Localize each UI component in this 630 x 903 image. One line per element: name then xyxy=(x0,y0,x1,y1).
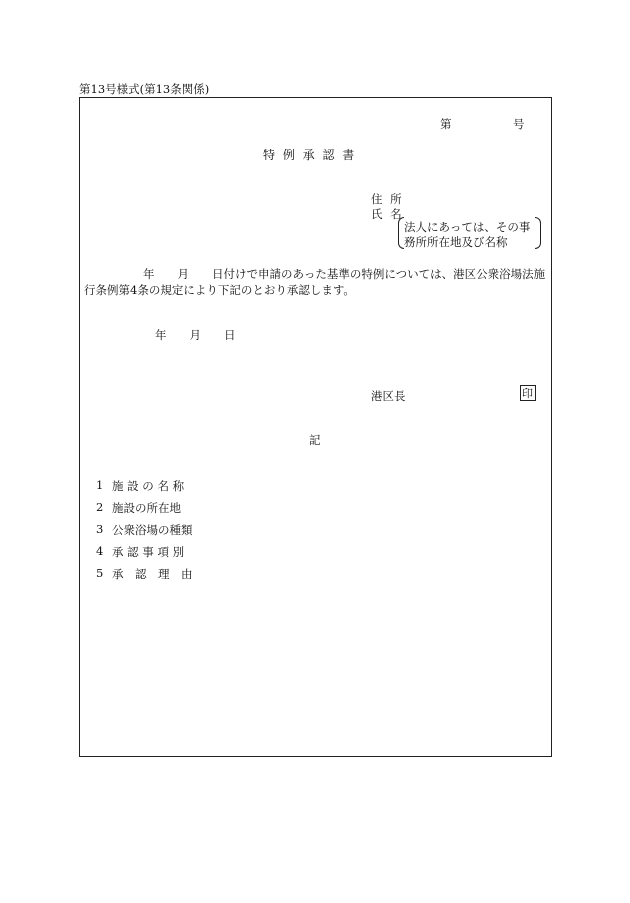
item-3-number: 3 xyxy=(96,522,104,536)
date-line: 年 月 日 xyxy=(155,328,236,342)
corporation-note-line1: 法人にあっては、その事 xyxy=(404,220,531,234)
body-line1: 年 月 日付けで申請のあった基準の特例については、港区公衆浴場法施 xyxy=(143,267,546,281)
corporation-note-line2: 務所所在地及び名称 xyxy=(404,235,508,249)
item-1-label: 施 設 の 名 称 xyxy=(112,479,185,493)
number-dai: 第 xyxy=(440,117,452,131)
right-bracket xyxy=(535,217,541,249)
item-2-label: 施設の所在地 xyxy=(112,501,181,515)
document-title: 特 例 承 認 書 xyxy=(263,148,357,162)
item-1-number: 1 xyxy=(96,478,104,492)
issuer-title: 港区長 xyxy=(371,389,406,403)
name-label: 氏 名 xyxy=(371,207,404,221)
seal-mark: 印 xyxy=(522,387,533,400)
item-2-number: 2 xyxy=(96,500,104,514)
item-4-number: 4 xyxy=(96,544,104,558)
form-caption: 第13号様式(第13条関係) xyxy=(79,82,210,96)
form-frame xyxy=(79,97,552,757)
item-3-label: 公衆浴場の種類 xyxy=(112,523,193,537)
item-4-label: 承 認 事 項 別 xyxy=(112,545,185,559)
seal-box xyxy=(520,385,536,401)
address-label: 住 所 xyxy=(371,192,404,206)
item-5-number: 5 xyxy=(96,566,104,580)
item-5-label: 承 認 理 由 xyxy=(112,567,193,581)
ki-heading: 記 xyxy=(309,433,321,447)
body-line2: 行条例第4条の規定により下記のとおり承認します。 xyxy=(84,283,355,297)
number-go: 号 xyxy=(513,117,525,131)
